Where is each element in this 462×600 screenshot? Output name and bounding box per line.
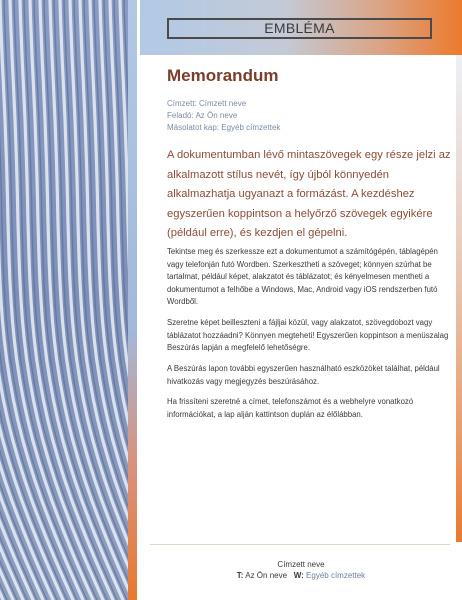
memo-meta bbox=[167, 98, 280, 134]
footer-t-value: Az Ön neve bbox=[245, 571, 288, 580]
snow-pattern-photo bbox=[0, 0, 128, 600]
body-paragraph-4[interactable]: Ha frissíteni szeretné a címet, telefonszámot és a webhelyre vonatkozó információkat, a lap alján kattintson duplán az élőlábban. bbox=[167, 397, 414, 419]
footer-divider bbox=[150, 544, 450, 545]
meta-cc-label: Másolatot kap: bbox=[167, 123, 220, 132]
meta-cc[interactable] bbox=[167, 122, 280, 134]
meta-cc-value: Egyéb címzettek bbox=[221, 123, 281, 132]
body-paragraph-2[interactable]: Szeretne képet beilleszteni a fájljai közül, vagy alakzatot, szövegdobozt vagy táblázatot hozzáadni? Könnyen megteheti! Egyszerűen koppintson a menüszalag Beszúrás lapján a megfelelő lehetőségre. bbox=[167, 318, 449, 352]
footer-w-label: W: bbox=[293, 571, 304, 580]
header-banner bbox=[140, 0, 462, 55]
footer-contact[interactable] bbox=[140, 571, 462, 580]
accent-stripe bbox=[128, 0, 137, 600]
footer-name[interactable]: Címzett neve bbox=[277, 560, 325, 569]
meta-to-value: Címzett neve bbox=[199, 99, 247, 108]
body-paragraph-1[interactable]: Tekintse meg és szerkessze ezt a dokumentumot a számítógépén, táblagépén vagy telefonján futó Wordben. Szerkesztheti a szöveget; könnyen szúrhat be tartalmat, például képet, alakzatot és táblázatot; és kényelmesen mentheti a dokumentumot a felhőbe a Windows, Mac, Android vagy iOS rendszerben futó Wordből. bbox=[167, 247, 438, 306]
meta-to[interactable] bbox=[167, 98, 280, 110]
intro-paragraph[interactable]: A dokumentumban lévő mintaszövegek egy része jelzi az alkalmazott stílus nevét, így újból könnyedén alkalmazhatja ugyanazt a formázást. A kezdéshez egyszerűen koppintson a helyőrző szövegek egyikére (például erre), és kezdjen el gépelni. bbox=[167, 149, 451, 239]
right-accent-bar bbox=[456, 55, 462, 542]
meta-from[interactable] bbox=[167, 110, 280, 122]
logo-placeholder[interactable]: EMBLÉMA bbox=[167, 18, 432, 39]
meta-from-value: Az Ön neve bbox=[195, 111, 238, 120]
memo-title[interactable]: Memorandum bbox=[167, 66, 279, 85]
meta-to-label: Címzett: bbox=[167, 99, 197, 108]
meta-from-label: Feladó: bbox=[167, 111, 194, 120]
body-paragraph-3[interactable]: A Beszúrás lapon további egyszerűen használható eszközöket találhat, például hivatkozás vagy megjegyzés beszúrásához. bbox=[167, 364, 440, 386]
footer-t-label: T: bbox=[236, 571, 244, 580]
footer-w-value: Egyéb címzettek bbox=[306, 571, 366, 580]
snow-pattern-image bbox=[0, 0, 128, 600]
